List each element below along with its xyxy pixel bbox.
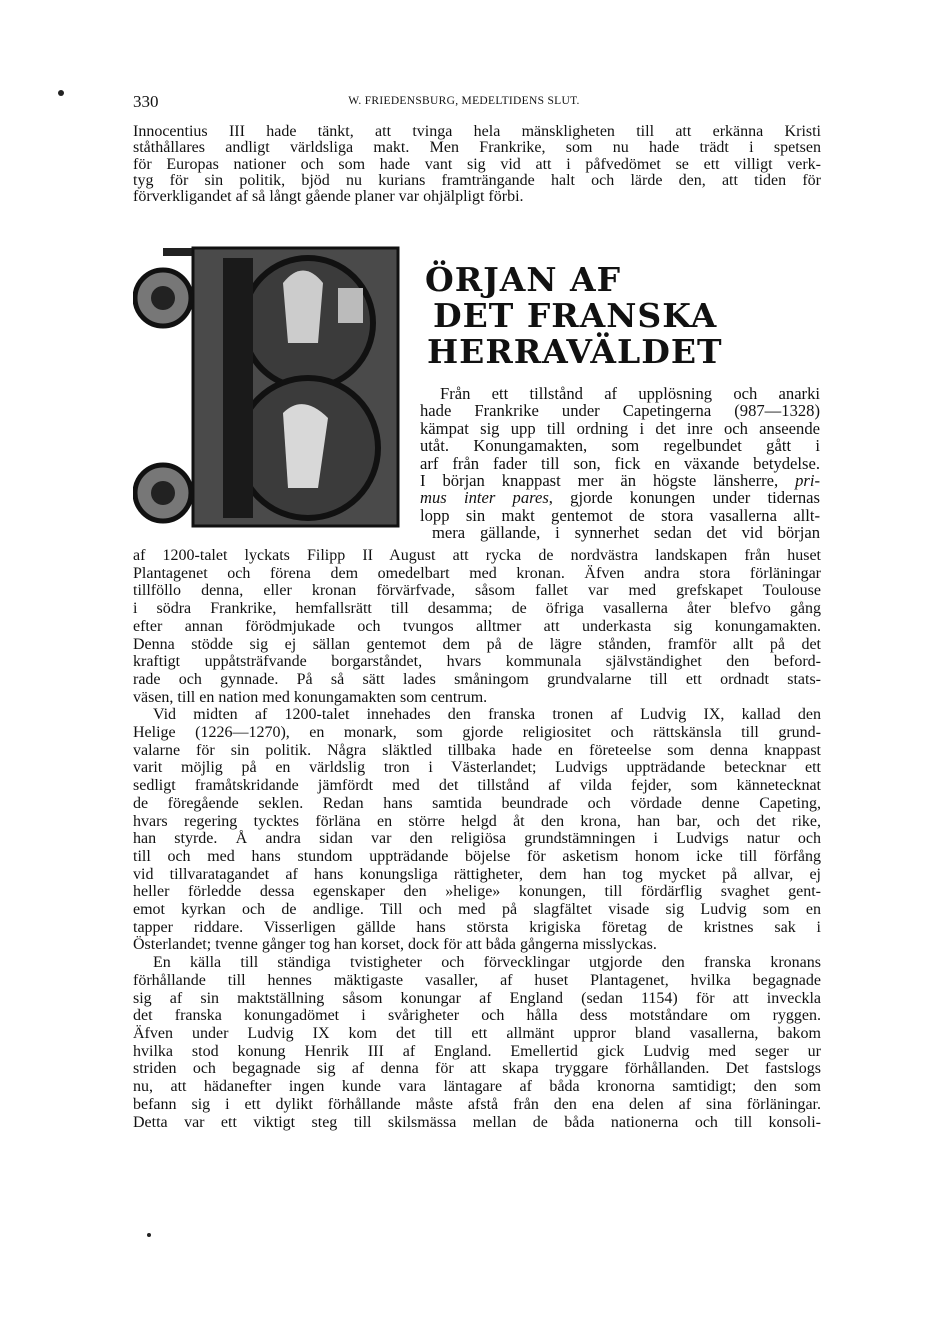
text-line: arf från fader till son, fick en växande betydelse. (420, 453, 820, 473)
text-line: sedligt framåtskridande jämfördt med det tillstånd af vilda fejder, som kännetecknat (133, 777, 821, 795)
text-line: striden och begagnade sig af denna för att skapa tryggare förhållanden. Det fastslogs (133, 1060, 821, 1078)
text-line: Denna stödde sig ej sällan gentemot dem på de lägre stånden, framför allt på det (133, 635, 821, 653)
scan-speck (147, 1233, 151, 1237)
text-line: Plantagenet och förena dem omedelbart med kronan. Äfven andra stora förläningar (133, 564, 821, 582)
text-line (420, 472, 820, 489)
text-line: hade Frankrike under Capetingerna (987—1328) (420, 401, 820, 421)
text-line: förverkligandet af så långt gående planer var ohjälpligt förbi. (133, 188, 524, 206)
text-line: valarne för sin politik. Några släktled tillbaka hade en företeelse som denna knappast (133, 741, 821, 759)
text-line: det franska konungadömet i svårigheter och hålla dess motståndare om ryggen. (133, 1007, 821, 1025)
text-line: Innocentius III hade tänkt, att tvinga hela mänskligheten till att erkänna Kristi (133, 123, 821, 140)
text-line: Österlandet; tvenne gånger tog han korset, dock för att båda gångerna misslyckas. (133, 936, 657, 954)
text-line: utåt. Konungamakten, som regelbundet gått i (420, 436, 820, 456)
text-line: i södra Frankrike, hemfallsrätt till desamma; de öfriga vasallerna åter blefvo gång (133, 600, 821, 618)
text-line: Vid midten af 1200-talet innehades den franska tronen af Ludvig IX, kallad den (153, 706, 821, 724)
text-line: vid tillvaratagandet af hans konungsliga rättigheter, dem han tog mycket på allvar, ej (133, 865, 821, 883)
text-line: hvilka stod konung Henrik III af England. Emellertid gick Ludvig med seger ur (133, 1042, 821, 1060)
text-line: Från ett tillstånd af upplösning och anarki (440, 384, 820, 403)
text-line: lopp sin makt gentemot de stora vasallerna allt- (420, 505, 820, 525)
text-line: Äfven under Ludvig IX kom det till ett allmänt uppror bland vasallerna, bakom (133, 1024, 821, 1042)
text-line (420, 489, 820, 506)
text-line: ståthållares andligt världsliga makt. Men Frankrike, som nu hade trädt i spetsen (133, 139, 821, 157)
text-line: kämpat sig upp till ordning i det inre och anseende (420, 418, 820, 438)
paragraph (133, 954, 821, 1131)
paragraph (133, 547, 821, 706)
italic-text: pri- (795, 471, 820, 491)
page-number: 330 (133, 92, 159, 111)
text-line: de föregående seklen. Redan hans samtida beundrade och vördade denne Capeting, (133, 794, 821, 812)
text-line: för Europas nationer och som hade vant sig vid att i påfvedömet se ett villigt verk- (133, 155, 821, 173)
text-line: rade och gynnade. På så sätt lades småningom grundvalarne till ett ordnadt stats- (133, 670, 821, 688)
text-line: väsen, till en nation med konungamakten som centrum. (133, 688, 488, 706)
text-line: Helige (1226—1270), en monark, som gjorde religiositet och rättskänsla till grund- (133, 724, 821, 742)
text-line: mera gällande, i synnerhet sedan det vid början (432, 523, 820, 543)
running-head: W. FRIEDENSBURG, MEDELTIDENS SLUT. (348, 95, 580, 107)
text-line: af 1200-talet lyckats Filipp II August att rycka de nordvästra landskapen från huset (133, 547, 821, 564)
text-line: varit möjlig på en världslig tron i Västerlandet; Ludvigs uppträdande betecknar ett (133, 759, 821, 777)
title-line: DET FRANSKA (433, 296, 718, 335)
text-line: förhållande till hennes mäktigaste vasaller, af huset Plantagenet, hvilka begagnade (133, 971, 821, 989)
text-line: tillföllo denna, eller kronan förvärfvade, såsom fallet var med grefskapet Toulouse (133, 582, 821, 600)
text-line: heller förledde dessa egenskaper den »helige» konungen, till fördärflig svaghet gent- (133, 883, 821, 901)
text-span: I början knappast mer än högste länsherre, (420, 471, 796, 491)
illuminated-initial-image (133, 243, 400, 531)
body-text (133, 547, 821, 1131)
intro-paragraph (133, 124, 821, 205)
text-span: , gjorde konungen under tidernas (548, 488, 820, 508)
section-title (425, 262, 723, 370)
illuminated-initial-b (133, 243, 400, 531)
text-line: till och med hans stundom uppträdande böjelse för asketism honom icke till förfång (133, 847, 821, 865)
text-line: Detta var ett viktigt steg till skilsmässa mellan de båda nationerna och till konsoli- (133, 1113, 821, 1131)
text-line: nu, att hädanefter ingen kunde vara läntagare af båda kronorna samtidigt; den som (133, 1078, 821, 1096)
text-line: tyg för sin politik, bjöd nu kurians framträngande halt och lärde den, att tiden för (133, 171, 821, 189)
text-line: emot kyrkan och de andlige. Till och med på slagfältet visade sig Ludvig som en (133, 901, 821, 919)
paragraph (133, 706, 821, 954)
text-line: hvars regering tycktes förläna en större helgd åt den krona, han bar, och det rike, (133, 812, 821, 830)
title-line: HERRAVÄLDET (427, 332, 723, 371)
column-text (420, 385, 820, 542)
text-line: sig af sin maktställning såsom konungar af England (sedan 1154) för att inveckla (133, 989, 821, 1007)
text-line: efter annan förödmjukade och tvungos alltmer att underkasta sig konungamakten. (133, 617, 821, 635)
text-line: En källa till ständiga tvistigheter och förvecklingar utgjorde den franska kronans (153, 954, 821, 972)
italic-text: mus inter pares (420, 488, 549, 508)
title-line: ÖRJAN AF (425, 260, 622, 299)
text-line: tapper riddare. Visserligen gällde hans största krigiska företag de kristnes sak i (133, 918, 821, 936)
text-line: kraftigt uppåtsträfvande borgarståndet, hvars kommunala självständighet den beford- (133, 653, 821, 671)
text-line: befann sig i ett dylikt förhållande måste afstå från den ena delen af sina förläningar. (133, 1095, 821, 1113)
text-line: han styrde. Å andra sidan var den religiösa grundstämningen i Ludvigs natur och (133, 830, 821, 848)
